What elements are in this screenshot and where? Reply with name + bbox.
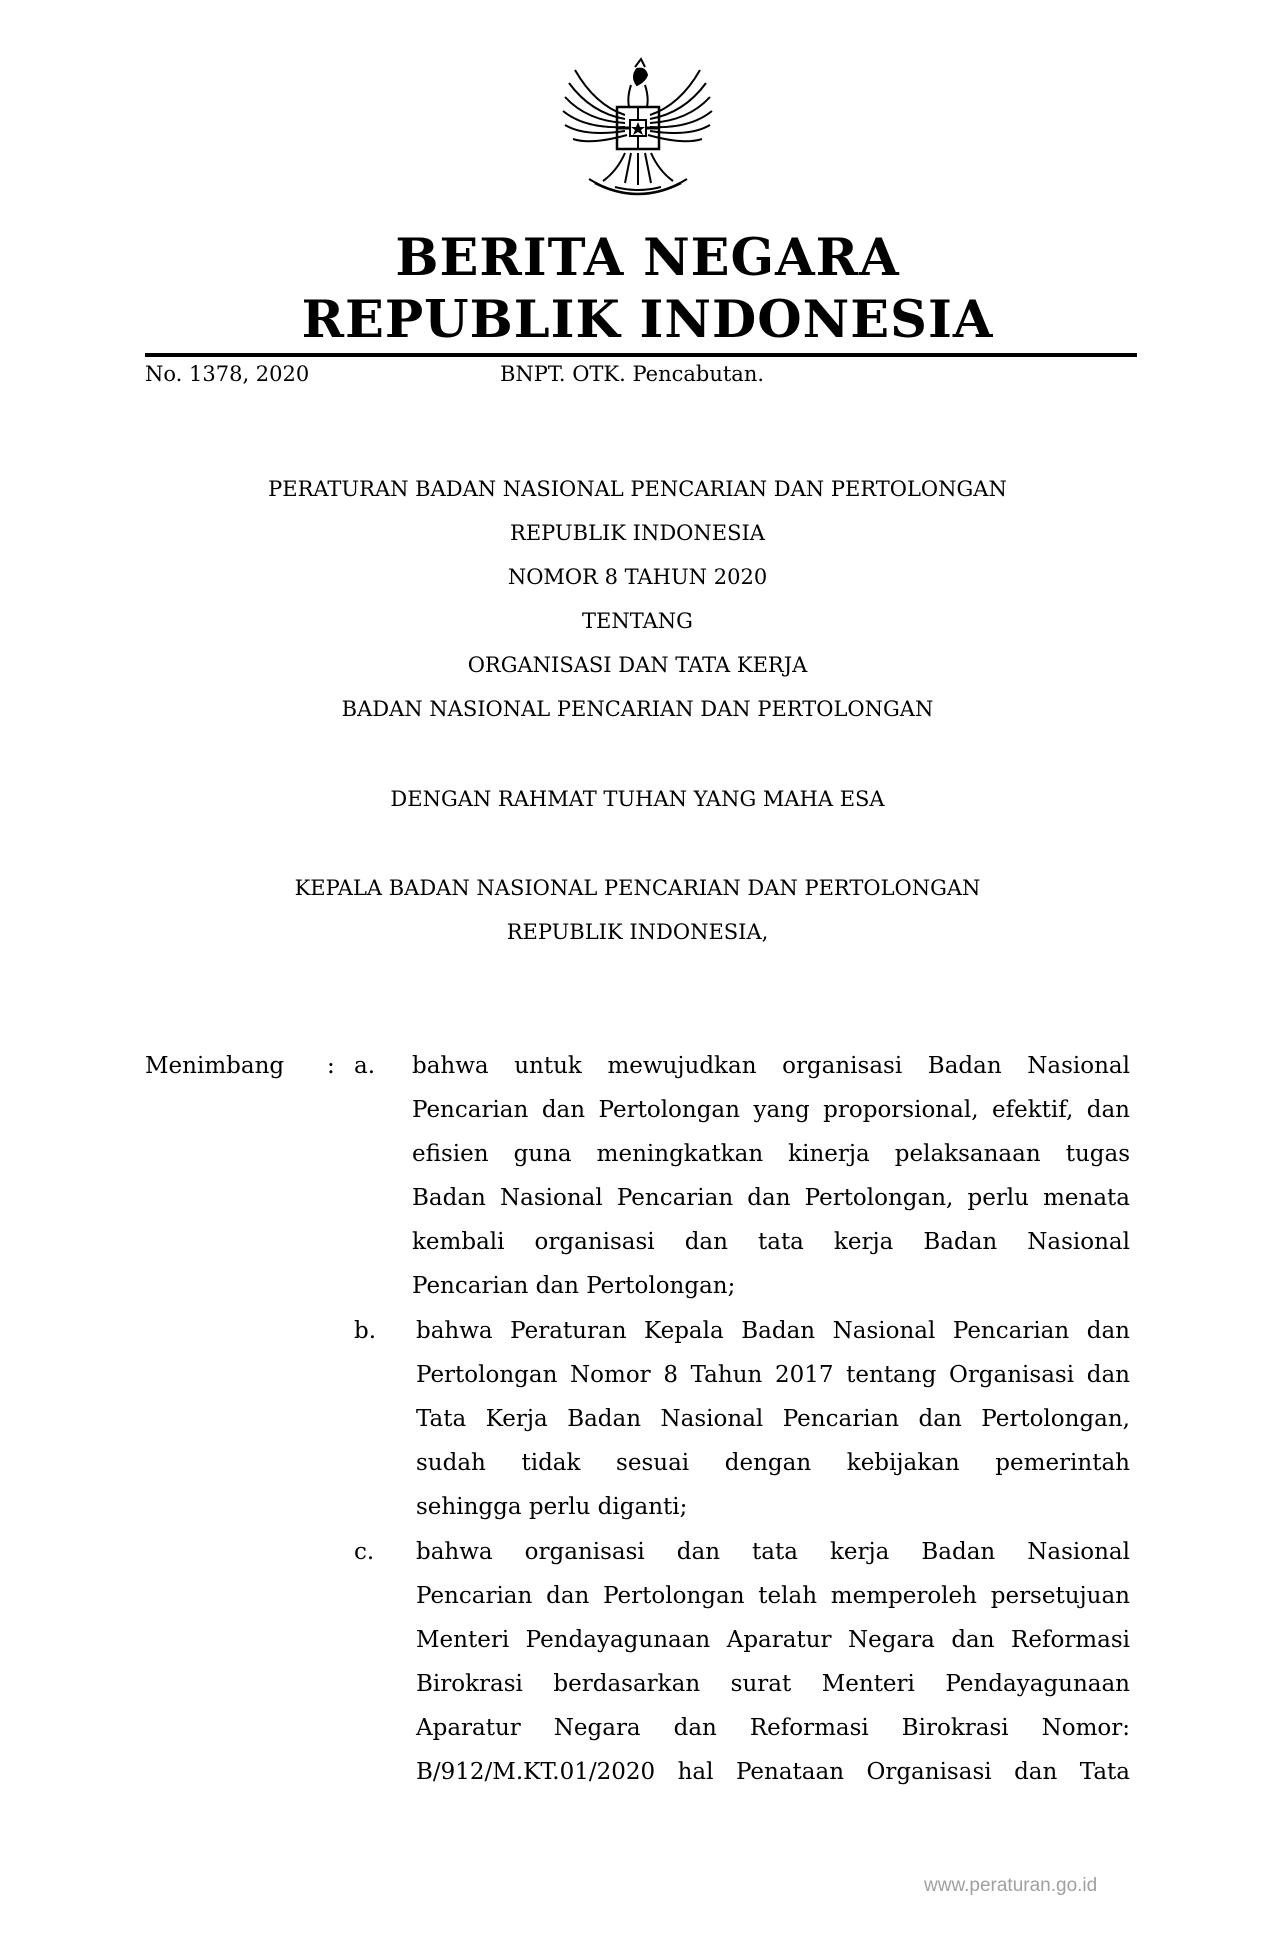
masthead-title: BERITA NEGARA	[395, 228, 900, 288]
item-line: Menteri Pendayagunaan Aparatur Negara dan Reformasi	[416, 1627, 1130, 1653]
item-line: B/912/M.KT.01/2020 hal Penataan Organisasi dan Tata	[416, 1759, 1130, 1785]
item-line: sehingga perlu diganti;	[416, 1494, 688, 1520]
regulation-title-line: BADAN NASIONAL PENCARIAN DAN PERTOLONGAN	[341, 697, 934, 721]
considering-item	[412, 1044, 1130, 1308]
regulation-title-line: ORGANISASI DAN TATA KERJA	[467, 653, 808, 677]
considering-item	[416, 1309, 1130, 1529]
item-line: bahwa organisasi dan tata kerja Badan Nasional	[416, 1539, 1130, 1565]
masthead-subtitle: REPUBLIK INDONESIA	[301, 290, 994, 350]
garuda-emblem-icon	[555, 55, 720, 215]
item-line: bahwa untuk mewujudkan organisasi Badan Nasional	[412, 1053, 1130, 1079]
regulation-title-line: PERATURAN BADAN NASIONAL PENCARIAN DAN PERTOLONGAN	[268, 477, 1007, 501]
item-line: Pertolongan Nomor 8 Tahun 2017 tentang Organisasi dan	[416, 1362, 1130, 1388]
item-line: efisien guna meningkatkan kinerja pelaksanaan tugas	[412, 1141, 1130, 1167]
item-letter: a.	[354, 1053, 376, 1079]
item-line: Aparatur Negara dan Reformasi Birokrasi Nomor:	[416, 1715, 1130, 1741]
item-line: Pencarian dan Pertolongan;	[412, 1273, 736, 1299]
publication-subject: BNPT. OTK. Pencabutan.	[500, 362, 765, 386]
regulation-title-line: TENTANG	[582, 609, 693, 633]
regulation-title-line: NOMOR 8 TAHUN 2020	[507, 565, 768, 589]
invocation: DENGAN RAHMAT TUHAN YANG MAHA ESA	[390, 787, 885, 811]
item-line: Tata Kerja Badan Nasional Pencarian dan Pertolongan,	[416, 1406, 1130, 1432]
issuer-line: KEPALA BADAN NASIONAL PENCARIAN DAN PERTOLONGAN	[294, 876, 981, 900]
item-line: bahwa Peraturan Kepala Badan Nasional Pencarian dan	[416, 1318, 1130, 1344]
item-letter: c.	[354, 1539, 375, 1565]
footer-url: www.peraturan.go.id	[924, 1875, 1098, 1896]
item-line: Badan Nasional Pencarian dan Pertolongan, perlu menata	[412, 1185, 1130, 1211]
considering-colon: :	[327, 1053, 335, 1079]
considering-item	[416, 1530, 1130, 1794]
regulation-title-line: REPUBLIK INDONESIA	[510, 521, 765, 545]
item-line: Birokrasi berdasarkan surat Menteri Pendayagunaan	[416, 1671, 1130, 1697]
item-line: Pencarian dan Pertolongan yang proporsional, efektif, dan	[412, 1097, 1130, 1123]
item-letter: b.	[354, 1318, 377, 1344]
publication-number: No. 1378, 2020	[145, 362, 310, 386]
masthead-divider	[145, 353, 1137, 357]
item-line: Pencarian dan Pertolongan telah memperoleh persetujuan	[416, 1583, 1130, 1609]
item-line: sudah tidak sesuai dengan kebijakan pemerintah	[416, 1450, 1130, 1476]
considering-label: Menimbang	[145, 1053, 285, 1079]
issuer-line: REPUBLIK INDONESIA,	[506, 920, 769, 944]
item-line: kembali organisasi dan tata kerja Badan Nasional	[412, 1229, 1130, 1255]
